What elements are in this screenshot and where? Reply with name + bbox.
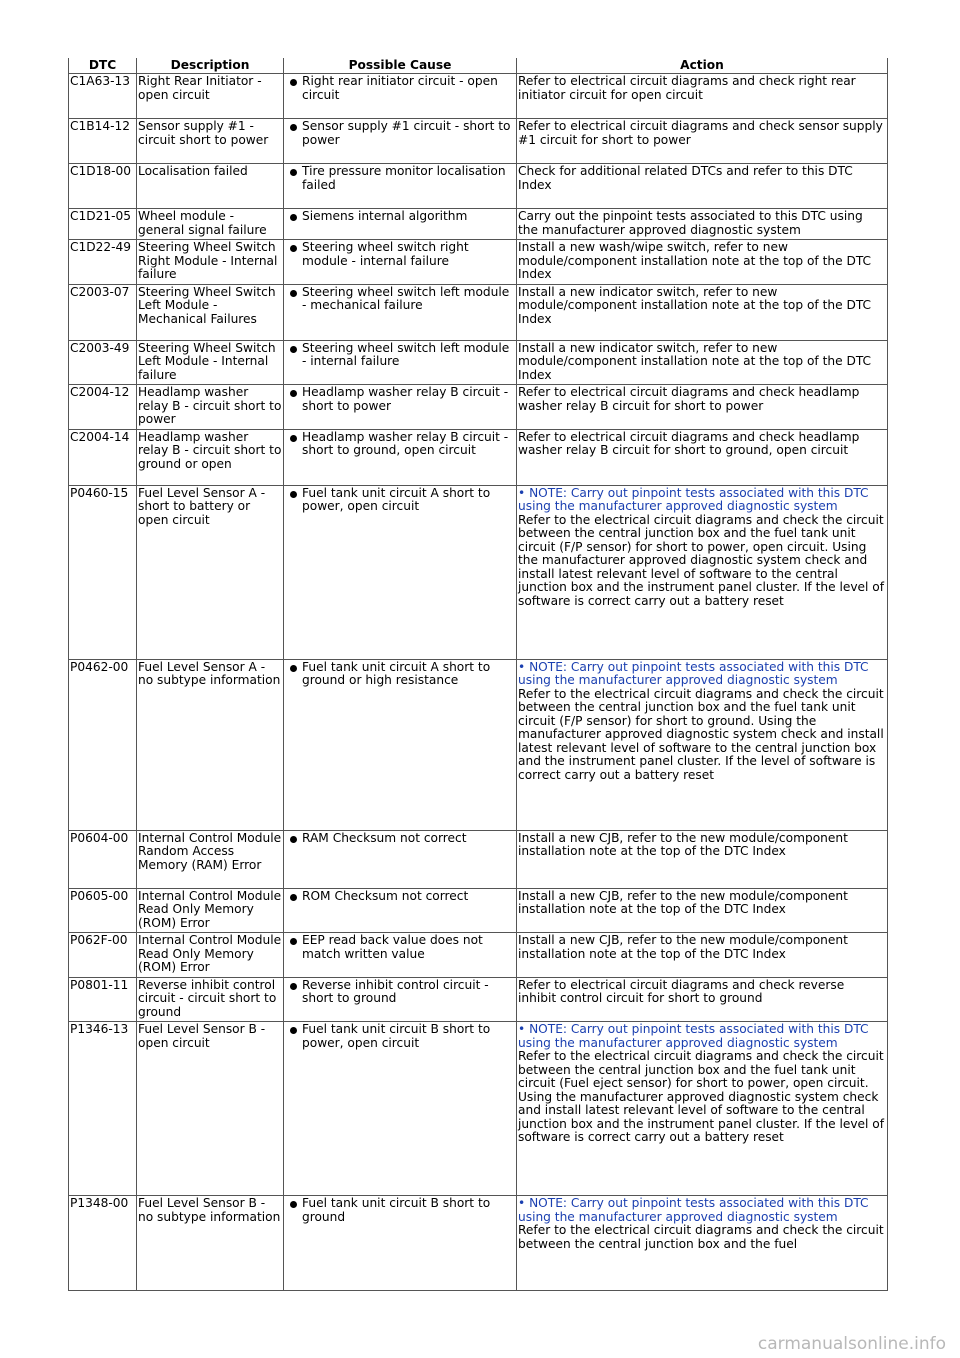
possible-cause-cell	[284, 385, 517, 430]
dtc-code: P0605-00	[69, 888, 137, 933]
dtc-code: C2004-14	[69, 429, 137, 485]
possible-cause-cell	[284, 659, 517, 830]
dtc-description: Internal Control Module Random Access Memory (RAM) Error	[137, 830, 284, 888]
possible-cause-cell	[284, 977, 517, 1022]
possible-cause-cell	[284, 164, 517, 209]
action-cell	[517, 933, 888, 978]
table-row	[69, 933, 888, 978]
bullet-icon	[290, 169, 297, 176]
possible-cause-text: Steering wheel switch right module - internal failure	[302, 240, 469, 268]
action-text: Refer to electrical circuit diagrams and check reverse inhibit control circuit for short to ground	[518, 977, 845, 1005]
possible-cause-text: ROM Checksum not correct	[302, 888, 469, 903]
action-cell	[517, 385, 888, 430]
possible-cause-text: Fuel tank unit circuit A short to power, open circuit	[302, 485, 491, 513]
action-cell	[517, 1022, 888, 1196]
possible-cause-cell	[284, 240, 517, 285]
action-text: Refer to the electrical circuit diagrams and check the circuit between the central junction box and the fuel	[518, 1223, 884, 1251]
action-text: Refer to the electrical circuit diagrams and check the circuit between the central junction box and the fuel tank unit circuit (F/P sensor) for short to ground. Using the manufacturer approved diagnostic system check and install latest relevant level of software to the central junction box and the instrument panel cluster. If the level of software is correct carry out a battery reset	[518, 686, 884, 782]
dtc-code: P0460-15	[69, 485, 137, 659]
header-dtc: DTC	[69, 58, 137, 74]
table-row	[69, 74, 888, 119]
possible-cause-cell	[284, 1022, 517, 1196]
dtc-description: Reverse inhibit control circuit - circuit short to ground	[137, 977, 284, 1022]
header-possible-cause: Possible Cause	[284, 58, 517, 74]
dtc-description: Fuel Level Sensor B - open circuit	[137, 1022, 284, 1196]
dtc-code: C2004-12	[69, 385, 137, 430]
action-cell	[517, 888, 888, 933]
action-text: Refer to the electrical circuit diagrams and check the circuit between the central junction box and the fuel tank unit circuit (F/P sensor) for short to power, open circuit. Using the manufacturer approved diagnostic system check and install latest relevant level of software to the central junction box and the instrument panel cluster. If the level of software is correct carry out a battery reset	[518, 512, 885, 608]
dtc-code: C2003-49	[69, 340, 137, 385]
action-text: Refer to electrical circuit diagrams and check right rear initiator circuit for open circuit	[518, 74, 856, 102]
dtc-description: Internal Control Module Read Only Memory (ROM) Error	[137, 933, 284, 978]
bullet-icon	[290, 290, 297, 297]
action-cell	[517, 209, 888, 240]
dtc-description: Steering Wheel Switch Left Module - Internal failure	[137, 340, 284, 385]
possible-cause-cell	[284, 830, 517, 888]
action-cell	[517, 340, 888, 385]
action-cell	[517, 74, 888, 119]
dtc-description: Headlamp washer relay B - circuit short to power	[137, 385, 284, 430]
possible-cause-cell	[284, 209, 517, 240]
table-row	[69, 830, 888, 888]
possible-cause-cell	[284, 429, 517, 485]
dtc-code: C1A63-13	[69, 74, 137, 119]
table-row	[69, 164, 888, 209]
table-row	[69, 240, 888, 285]
action-cell	[517, 485, 888, 659]
bullet-icon	[290, 435, 297, 442]
bullet-icon	[290, 665, 297, 672]
bullet-icon	[290, 124, 297, 131]
dtc-table	[68, 58, 888, 1291]
dtc-description: Fuel Level Sensor A - no subtype information	[137, 659, 284, 830]
dtc-code: P0604-00	[69, 830, 137, 888]
bullet-icon	[290, 491, 297, 498]
table-row	[69, 659, 888, 830]
action-note: • NOTE: Carry out pinpoint tests associated with this DTC using the manufacturer approved diagnostic system	[518, 1196, 869, 1224]
dtc-description: Right Rear Initiator - open circuit	[137, 74, 284, 119]
bullet-icon	[290, 836, 297, 843]
bullet-icon	[290, 346, 297, 353]
table-row	[69, 485, 888, 659]
dtc-code: C1B14-12	[69, 119, 137, 164]
bullet-icon	[290, 894, 297, 901]
dtc-code: P1348-00	[69, 1196, 137, 1291]
action-text: Refer to electrical circuit diagrams and check sensor supply #1 circuit for short to power	[518, 119, 883, 147]
action-cell	[517, 429, 888, 485]
possible-cause-text: Reverse inhibit control circuit - short to ground	[302, 977, 489, 1005]
table-row	[69, 284, 888, 340]
dtc-description: Wheel module - general signal failure	[137, 209, 284, 240]
possible-cause-text: Right rear initiator circuit - open circuit	[302, 74, 498, 102]
dtc-code: C1D21-05	[69, 209, 137, 240]
header-top-rule	[68, 48, 887, 58]
possible-cause-cell	[284, 284, 517, 340]
action-text: Refer to electrical circuit diagrams and check headlamp washer relay B circuit for short to ground, open circuit	[518, 429, 860, 457]
possible-cause-text: Headlamp washer relay B circuit - short to power	[302, 385, 509, 413]
possible-cause-cell	[284, 1196, 517, 1291]
table-row	[69, 1022, 888, 1196]
dtc-code: C1D18-00	[69, 164, 137, 209]
action-text: Carry out the pinpoint tests associated to this DTC using the manufacturer approved diagnostic system	[518, 209, 863, 237]
possible-cause-cell	[284, 485, 517, 659]
action-cell	[517, 284, 888, 340]
possible-cause-text: EEP read back value does not match written value	[302, 933, 483, 961]
bullet-icon	[290, 1027, 297, 1034]
bullet-icon	[290, 245, 297, 252]
dtc-description: Sensor supply #1 - circuit short to power	[137, 119, 284, 164]
possible-cause-cell	[284, 933, 517, 978]
action-text: Install a new CJB, refer to the new module/component installation note at the top of the DTC Index	[518, 888, 848, 916]
header-action: Action	[517, 58, 888, 74]
dtc-description: Fuel Level Sensor A - short to battery or open circuit	[137, 485, 284, 659]
action-text: Check for additional related DTCs and refer to this DTC Index	[518, 164, 853, 192]
possible-cause-cell	[284, 74, 517, 119]
action-text: Refer to the electrical circuit diagrams and check the circuit between the central junction box and the fuel tank unit circuit (Fuel eject sensor) for short to power, open circuit. Using the manufacturer approved diagnostic system check and install latest relevant level of software to the central junction box and the instrument panel cluster. If the level of software is correct carry out a battery reset	[518, 1049, 885, 1144]
action-cell	[517, 830, 888, 888]
dtc-description: Steering Wheel Switch Right Module - Internal failure	[137, 240, 284, 285]
action-text: Install a new wash/wipe switch, refer to new module/component installation note at the top of the DTC Index	[518, 240, 872, 281]
dtc-code: P0462-00	[69, 659, 137, 830]
action-cell	[517, 1196, 888, 1291]
possible-cause-text: Tire pressure monitor localisation failed	[302, 164, 506, 192]
possible-cause-text: Headlamp washer relay B circuit - short to ground, open circuit	[302, 429, 509, 457]
table-row	[69, 429, 888, 485]
possible-cause-text: Steering wheel switch left module - mechanical failure	[302, 284, 510, 312]
bullet-icon	[290, 1201, 297, 1208]
action-cell	[517, 977, 888, 1022]
action-cell	[517, 119, 888, 164]
action-note: • NOTE: Carry out pinpoint tests associated with this DTC using the manufacturer approved diagnostic system	[518, 485, 869, 513]
action-note: • NOTE: Carry out pinpoint tests associated with this DTC using the manufacturer approved diagnostic system	[518, 659, 869, 687]
dtc-code: P0801-11	[69, 977, 137, 1022]
table-row	[69, 1196, 888, 1291]
possible-cause-text: Siemens internal algorithm	[302, 209, 468, 223]
action-text: Install a new indicator switch, refer to new module/component installation note at the top of the DTC Index	[518, 340, 872, 382]
possible-cause-text: Fuel tank unit circuit A short to ground or high resistance	[302, 659, 491, 687]
table-row	[69, 385, 888, 430]
dtc-code: P1346-13	[69, 1022, 137, 1196]
action-text: Install a new indicator switch, refer to new module/component installation note at the top of the DTC Index	[518, 284, 872, 326]
bullet-icon	[290, 390, 297, 397]
bullet-icon	[290, 983, 297, 990]
table-header-row	[69, 58, 888, 74]
action-text: Install a new CJB, refer to the new module/component installation note at the top of the DTC Index	[518, 830, 848, 858]
dtc-description: Localisation failed	[137, 164, 284, 209]
dtc-code: C1D22-49	[69, 240, 137, 285]
action-cell	[517, 240, 888, 285]
dtc-description: Steering Wheel Switch Left Module - Mechanical Failures	[137, 284, 284, 340]
possible-cause-cell	[284, 340, 517, 385]
possible-cause-cell	[284, 888, 517, 933]
possible-cause-text: Sensor supply #1 circuit - short to power	[302, 119, 511, 147]
bullet-icon	[290, 214, 297, 221]
dtc-description: Fuel Level Sensor B - no subtype information	[137, 1196, 284, 1291]
action-text: Install a new CJB, refer to the new module/component installation note at the top of the DTC Index	[518, 933, 848, 961]
action-text: Refer to electrical circuit diagrams and check headlamp washer relay B circuit for short to power	[518, 385, 860, 413]
header-description: Description	[137, 58, 284, 74]
table-row	[69, 119, 888, 164]
table-row	[69, 888, 888, 933]
action-cell	[517, 659, 888, 830]
possible-cause-text: Fuel tank unit circuit B short to ground	[302, 1196, 491, 1224]
bullet-icon	[290, 79, 297, 86]
possible-cause-cell	[284, 119, 517, 164]
dtc-code: P062F-00	[69, 933, 137, 978]
possible-cause-text: Steering wheel switch left module - internal failure	[302, 340, 510, 368]
action-cell	[517, 164, 888, 209]
table-body	[69, 74, 888, 1291]
dtc-description: Internal Control Module Read Only Memory (ROM) Error	[137, 888, 284, 933]
table-row	[69, 340, 888, 385]
bullet-icon	[290, 938, 297, 945]
table-row	[69, 977, 888, 1022]
table-row	[69, 209, 888, 240]
action-note: • NOTE: Carry out pinpoint tests associated with this DTC using the manufacturer approved diagnostic system	[518, 1022, 869, 1050]
dtc-description: Headlamp washer relay B - circuit short to ground or open	[137, 429, 284, 485]
possible-cause-text: RAM Checksum not correct	[302, 830, 467, 845]
dtc-code: C2003-07	[69, 284, 137, 340]
possible-cause-text: Fuel tank unit circuit B short to power, open circuit	[302, 1022, 491, 1050]
watermark: carmanualsonline.info	[757, 1334, 946, 1354]
